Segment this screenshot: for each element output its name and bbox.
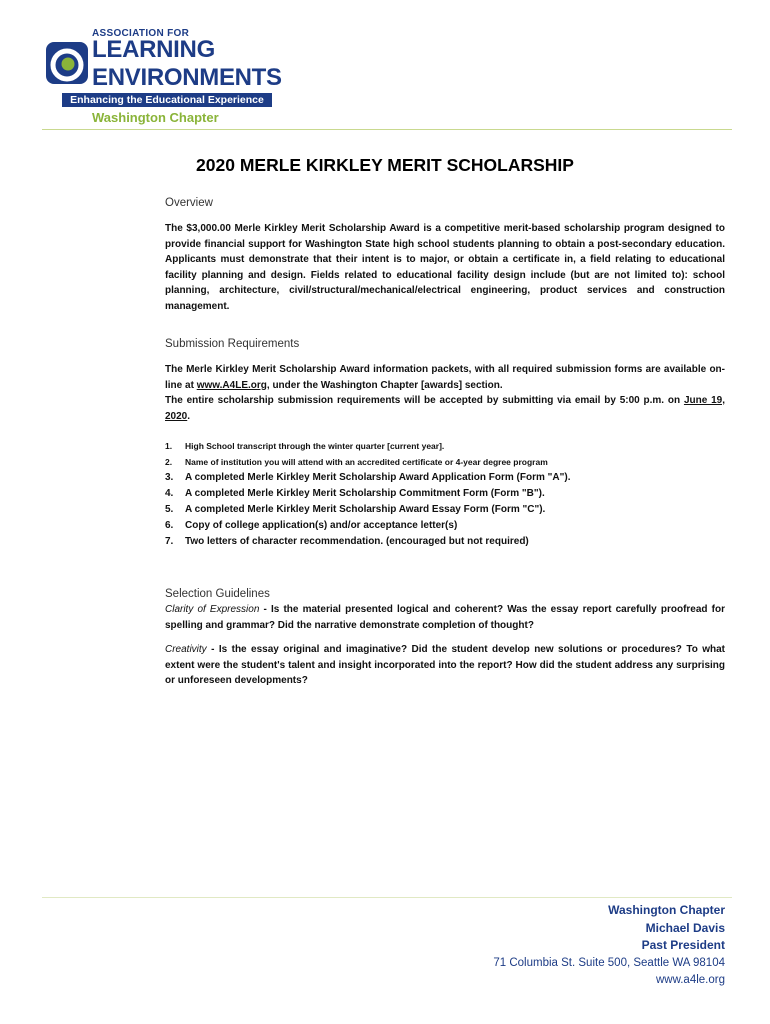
submission-p2-text: The entire scholarship submission requirements will be accepted by submitting via email by 5:00 p.m. on <box>165 395 684 406</box>
clarity-criterion <box>165 602 725 633</box>
footer-website[interactable]: www.a4le.org <box>655 974 725 986</box>
requirement-item <box>165 534 725 550</box>
footer-chapter: Washington Chapter <box>608 903 725 917</box>
requirement-item <box>165 454 725 470</box>
creativity-text: - Is the essay original and imaginative? Did the student develop new solutions or procedures? To what extent were the student's talent and insight incorporated into the report? How did the student address any surprising or unforeseen developments? <box>165 644 725 686</box>
footer-contact <box>493 902 725 990</box>
logo-tagline-banner: Enhancing the Educational Experience <box>62 93 272 107</box>
requirement-text: Name of institution you will attend with an accredited certificate or 4-year degree program <box>185 457 548 467</box>
overview-heading: Overview <box>165 197 213 209</box>
selection-section <box>165 588 725 689</box>
overview-section <box>165 197 725 314</box>
organization-logo <box>44 28 282 130</box>
creativity-criterion <box>165 642 725 689</box>
requirement-text: A completed Merle Kirkley Merit Scholarship Commitment Form (Form "B"). <box>185 488 545 499</box>
footer-address: 71 Columbia St. Suite 500, Seattle WA 98104 <box>493 956 725 969</box>
requirement-text: A completed Merle Kirkley Merit Scholarship Award Application Form (Form "A"). <box>185 472 571 483</box>
a4le-website-link[interactable]: www.A4LE.org <box>196 379 267 391</box>
a4le-swirl-icon <box>44 40 90 86</box>
requirement-item <box>165 502 725 518</box>
requirement-item <box>165 518 725 534</box>
footer-person-role: Past President <box>641 938 725 952</box>
logo-line-environments: ENVIRONMENTS <box>92 64 282 91</box>
requirement-number: 1. <box>165 441 173 451</box>
requirement-item <box>165 486 725 502</box>
requirement-number: 2. <box>165 457 173 467</box>
logo-line-learning: LEARNING <box>92 36 215 63</box>
requirement-text: A completed Merle Kirkley Merit Scholarship Award Essay Form (Form "C"). <box>185 504 546 515</box>
header-divider <box>42 129 732 130</box>
requirement-number: 6. <box>165 520 174 531</box>
footer-person-name: Michael Davis <box>645 920 725 935</box>
requirements-list <box>165 438 725 550</box>
requirement-item <box>165 470 725 486</box>
clarity-text: - Is the material presented logical and coherent? Was the essay report carefully proofread for spelling and grammar? Did the narrative demonstrate completion of thought? <box>165 604 725 631</box>
submission-p2-suffix: . <box>187 410 191 422</box>
logo-small-line: ASSOCIATION FOR <box>92 28 190 39</box>
creativity-label: Creativity <box>165 644 207 655</box>
requirement-text: Copy of college application(s) and/or acceptance letter(s) <box>185 520 458 531</box>
requirement-number: 5. <box>165 504 174 515</box>
document-title: 2020 MERLE KIRKLEY MERIT SCHOLARSHIP <box>196 155 574 175</box>
requirement-text: Two letters of character recommendation. (encouraged but not required) <box>185 536 529 547</box>
logo-chapter-name: Washington Chapter <box>92 110 219 125</box>
submission-heading: Submission Requirements <box>165 338 300 350</box>
overview-text: The $3,000.00 Merle Kirkley Merit Scholarship Award is a competitive merit-based scholarship program designed to provide financial support for Washington State high school students planning to obtain a post-secondary education. Applicants must demonstrate that their intent is to major, or obtain a certificate in, a field relating to educational facility planning and design. Fields related to educational facility design include (but are not limited to): school planning, architecture, civil/structural/mechanical/electrical engineering, product services and construction management. <box>165 223 725 312</box>
submission-deadline-date: June 19, 2020 <box>165 395 725 422</box>
submission-paragraph-2 <box>165 393 725 424</box>
submission-paragraph-1 <box>165 362 725 393</box>
submission-section <box>165 338 725 550</box>
clarity-label: Clarity of Expression <box>165 604 260 615</box>
requirement-item <box>165 438 725 454</box>
submission-p1-text: The Merle Kirkley Merit Scholarship Award information packets, with all required submission forms are available on-line at <box>165 364 725 391</box>
requirement-number: 3. <box>165 472 174 483</box>
requirement-number: 4. <box>165 488 174 499</box>
selection-heading: Selection Guidelines <box>165 588 270 600</box>
requirement-number: 7. <box>165 536 174 547</box>
submission-p1-suffix: , under the Washington Chapter [awards] section. <box>266 379 503 391</box>
requirement-text: High School transcript through the winter quarter [current year]. <box>185 441 445 451</box>
footer-divider <box>42 897 732 898</box>
